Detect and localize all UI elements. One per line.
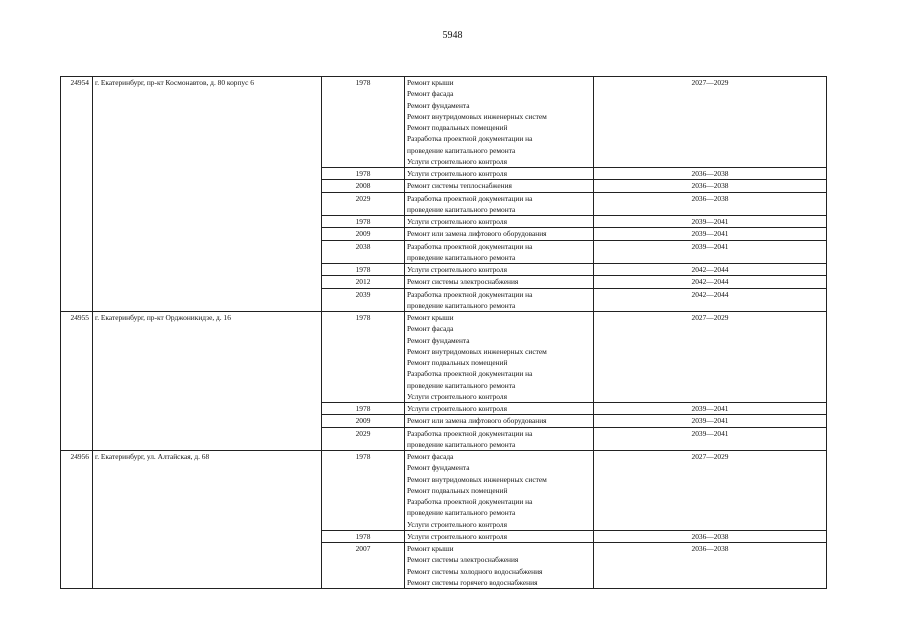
page-number: 5948 bbox=[442, 30, 463, 41]
works-cell bbox=[405, 240, 594, 264]
work-item: проведение капитального ремонта bbox=[407, 252, 516, 262]
work-item: Услуги строительного контроля bbox=[407, 217, 507, 226]
table-row bbox=[61, 312, 827, 403]
period-cell: 2027—2029 bbox=[594, 77, 827, 168]
work-item: Ремонт крыши bbox=[407, 544, 454, 553]
work-item: проведение капитального ремонта bbox=[407, 508, 516, 518]
work-item: Ремонт системы холодного водоснабжения bbox=[407, 566, 543, 576]
work-item: Разработка проектной документации на bbox=[407, 428, 533, 438]
period-cell: 2036—2038 bbox=[594, 192, 827, 216]
period-cell: 2042—2044 bbox=[594, 264, 827, 276]
work-item: проведение капитального ремонта bbox=[407, 204, 516, 214]
period-cell: 2036—2038 bbox=[594, 180, 827, 192]
period-cell: 2039—2041 bbox=[594, 403, 827, 415]
works-cell bbox=[405, 312, 594, 403]
work-item: Ремонт фасада bbox=[407, 324, 454, 334]
work-item: Ремонт или замена лифтового оборудования bbox=[407, 416, 547, 426]
period-cell: 2036—2038 bbox=[594, 168, 827, 180]
work-item: Ремонт внутридомовых инженерных систем bbox=[407, 474, 547, 484]
works-cell bbox=[405, 427, 594, 451]
year-cell: 1978 bbox=[322, 77, 405, 168]
work-item: Услуги строительного контроля bbox=[407, 519, 507, 529]
work-item: Ремонт фасада bbox=[407, 452, 454, 461]
work-item: проведение капитального ремонта bbox=[407, 300, 516, 310]
period-cell: 2042—2044 bbox=[594, 288, 827, 312]
year-cell: 1978 bbox=[322, 403, 405, 415]
work-item: проведение капитального ремонта bbox=[407, 380, 516, 390]
work-item: Ремонт системы теплоснабжения bbox=[407, 181, 512, 191]
works-cell bbox=[405, 192, 594, 216]
house-id-cell: 24956 bbox=[61, 451, 93, 589]
work-item: Услуги строительного контроля bbox=[407, 265, 507, 274]
works-cell bbox=[405, 276, 594, 288]
year-cell: 2012 bbox=[322, 276, 405, 288]
work-item: Ремонт подвальных помещений bbox=[407, 358, 508, 367]
work-item: Разработка проектной документации на bbox=[407, 369, 533, 379]
house-address-cell: г. Екатеринбург, пр-кт Космонавтов, д. 80 корпус 6 bbox=[93, 77, 322, 312]
works-cell bbox=[405, 451, 594, 531]
capital-repair-table bbox=[60, 76, 827, 589]
work-item: Ремонт крыши bbox=[407, 78, 454, 87]
house-address-cell: г. Екатеринбург, ул. Алтайская, д. 68 bbox=[93, 451, 322, 589]
period-cell: 2036—2038 bbox=[594, 530, 827, 542]
year-cell: 1978 bbox=[322, 530, 405, 542]
work-item: Услуги строительного контроля bbox=[407, 391, 507, 401]
works-cell bbox=[405, 264, 594, 276]
work-item: Ремонт внутридомовых инженерных систем bbox=[407, 346, 547, 356]
year-cell: 2029 bbox=[322, 427, 405, 451]
work-item: проведение капитального ремонта bbox=[407, 439, 516, 449]
work-item: Услуги строительного контроля bbox=[407, 156, 507, 166]
work-item: Ремонт фасада bbox=[407, 89, 454, 99]
period-cell: 2036—2038 bbox=[594, 543, 827, 589]
work-item: Услуги строительного контроля bbox=[407, 169, 507, 178]
work-item: Разработка проектной документации на bbox=[407, 193, 533, 203]
registry-body bbox=[61, 77, 827, 589]
works-cell bbox=[405, 530, 594, 542]
works-cell bbox=[405, 415, 594, 427]
work-item: Ремонт подвальных помещений bbox=[407, 485, 508, 495]
period-cell: 2039—2041 bbox=[594, 240, 827, 264]
year-cell: 2029 bbox=[322, 192, 405, 216]
period-cell: 2027—2029 bbox=[594, 312, 827, 403]
period-cell: 2039—2041 bbox=[594, 427, 827, 451]
year-cell: 1978 bbox=[322, 168, 405, 180]
work-item: Ремонт или замена лифтового оборудования bbox=[407, 229, 547, 239]
works-cell bbox=[405, 216, 594, 228]
work-item: Разработка проектной документации на bbox=[407, 497, 533, 506]
work-item: Услуги строительного контроля bbox=[407, 531, 507, 541]
work-item: Ремонт системы электроснабжения bbox=[407, 277, 519, 287]
work-item: Ремонт фундамента bbox=[407, 100, 470, 110]
works-cell bbox=[405, 228, 594, 240]
works-cell bbox=[405, 288, 594, 312]
works-cell bbox=[405, 543, 594, 589]
year-cell: 1978 bbox=[322, 216, 405, 228]
work-item: Ремонт внутридомовых инженерных систем bbox=[407, 111, 547, 121]
house-id-cell: 24954 bbox=[61, 77, 93, 312]
work-item: Ремонт крыши bbox=[407, 313, 454, 322]
work-item: Ремонт системы горячего водоснабжения bbox=[407, 577, 538, 587]
house-id-cell: 24955 bbox=[61, 312, 93, 451]
table-row bbox=[61, 77, 827, 168]
works-cell bbox=[405, 168, 594, 180]
year-cell: 2009 bbox=[322, 228, 405, 240]
work-item: Разработка проектной документации на bbox=[407, 241, 533, 251]
year-cell: 1978 bbox=[322, 451, 405, 531]
work-item: Ремонт подвальных помещений bbox=[407, 123, 508, 132]
year-cell: 2008 bbox=[322, 180, 405, 192]
works-cell bbox=[405, 403, 594, 415]
period-cell: 2042—2044 bbox=[594, 276, 827, 288]
work-item: Ремонт системы электроснабжения bbox=[407, 555, 519, 565]
year-cell: 2039 bbox=[322, 288, 405, 312]
table-row bbox=[61, 451, 827, 531]
works-cell bbox=[405, 180, 594, 192]
year-cell: 2007 bbox=[322, 543, 405, 589]
work-item: Ремонт фундамента bbox=[407, 463, 470, 473]
work-item: Услуги строительного контроля bbox=[407, 404, 507, 413]
year-cell: 1978 bbox=[322, 264, 405, 276]
work-item: Разработка проектной документации на bbox=[407, 134, 533, 144]
works-cell bbox=[405, 77, 594, 168]
period-cell: 2039—2041 bbox=[594, 228, 827, 240]
work-item: Разработка проектной документации на bbox=[407, 289, 533, 299]
year-cell: 2038 bbox=[322, 240, 405, 264]
period-cell: 2027—2029 bbox=[594, 451, 827, 531]
work-item: проведение капитального ремонта bbox=[407, 145, 516, 155]
year-cell: 2009 bbox=[322, 415, 405, 427]
period-cell: 2039—2041 bbox=[594, 216, 827, 228]
work-item: Ремонт фундамента bbox=[407, 335, 470, 345]
year-cell: 1978 bbox=[322, 312, 405, 403]
period-cell: 2039—2041 bbox=[594, 415, 827, 427]
house-address-cell: г. Екатеринбург, пр-кт Орджоникидзе, д. 16 bbox=[93, 312, 322, 451]
